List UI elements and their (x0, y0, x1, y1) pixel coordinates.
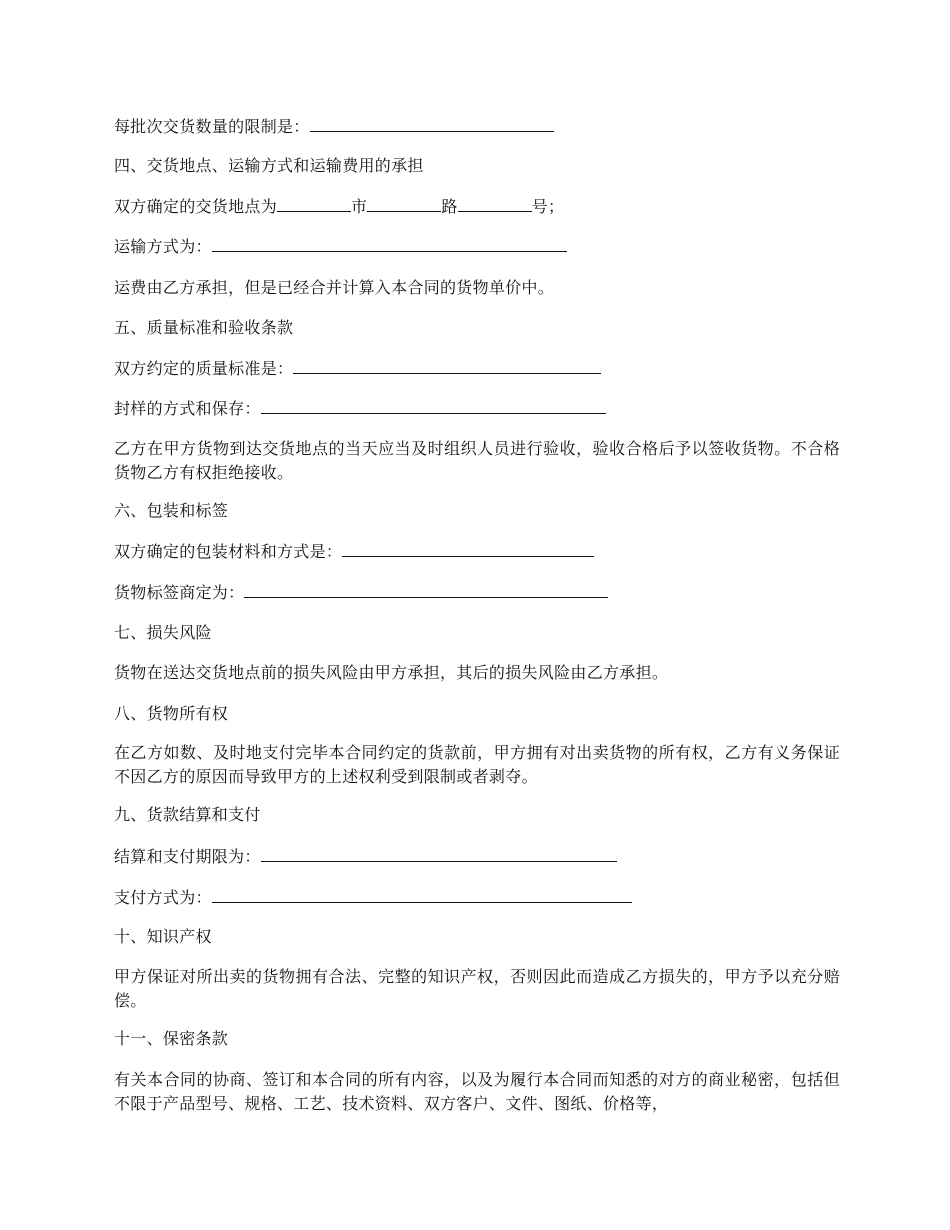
section-heading-9: 九、货款结算和支付 (114, 805, 261, 824)
acceptance-clause: 乙方在甲方货物到达交货地点的当天应当及时组织人员进行验收，验收合格后予以签收货物。不合格货物乙方有权拒绝接收。 (114, 439, 840, 482)
label-line (114, 580, 840, 605)
section-heading-8: 八、货物所有权 (114, 704, 229, 723)
confidentiality-clause: 有关本合同的协商、签订和本合同的所有内容，以及为履行本合同而知悉的对方的商业秘密，包括但不限于产品型号、规格、工艺、技术资料、双方客户、文件、图纸、价格等， (114, 1070, 840, 1113)
field-label: 每批次交货数量的限制是： (114, 117, 310, 136)
sample-sealing-line (114, 396, 840, 421)
field-label: 支付方式为： (114, 888, 212, 907)
payment-method-line (114, 885, 840, 910)
delivery-quantity-limit-line (114, 114, 840, 139)
section-heading-6: 六、包装和标签 (114, 501, 229, 520)
road-label: 路 (441, 197, 458, 216)
field-label: 运输方式为： (114, 237, 212, 256)
settlement-period-line (114, 844, 840, 869)
field-label: 双方确定的包装材料和方式是： (114, 542, 343, 561)
field-label: 货物标签商定为： (114, 583, 245, 602)
section-heading-4: 四、交货地点、运输方式和运输费用的承担 (114, 156, 424, 175)
field-label: 双方确定的交货地点为 (114, 197, 278, 216)
number-blank (458, 194, 532, 212)
ownership-clause: 在乙方如数、及时地支付完毕本合同约定的货款前，甲方拥有对出卖货物的所有权，乙方有义务保证不因乙方的原因而导致甲方的上述权利受到限制或者剥夺。 (114, 743, 840, 786)
freight-clause: 运费由乙方承担，但是已经合并计算入本合同的货物单价中。 (114, 278, 555, 297)
field-label: 封样的方式和保存： (114, 399, 261, 418)
field-label: 结算和支付期限为： (114, 847, 261, 866)
quality-standard-line (114, 356, 840, 381)
city-blank (277, 194, 351, 212)
fill-in-blank (293, 356, 601, 374)
fill-in-blank (261, 396, 606, 414)
loss-risk-clause: 货物在送达交货地点前的损失风险由甲方承担，其后的损失风险由乙方承担。 (114, 663, 669, 682)
transport-method-line (114, 234, 840, 259)
packaging-line (114, 539, 840, 564)
field-label: 双方约定的质量标准是： (114, 359, 294, 378)
section-heading-5: 五、质量标准和验收条款 (114, 318, 294, 337)
fill-in-blank (212, 234, 567, 252)
city-label: 市 (351, 197, 368, 216)
fill-in-blank (212, 885, 632, 903)
section-heading-7: 七、损失风险 (114, 623, 212, 642)
fill-in-blank (244, 580, 608, 598)
road-blank (367, 194, 441, 212)
delivery-location-line (114, 194, 840, 219)
fill-in-blank (261, 844, 617, 862)
fill-in-blank (342, 539, 594, 557)
number-label: 号； (531, 197, 565, 216)
section-heading-10: 十、知识产权 (114, 927, 212, 946)
section-heading-11: 十一、保密条款 (114, 1029, 229, 1048)
ip-clause: 甲方保证对所出卖的货物拥有合法、完整的知识产权，否则因此而造成乙方损失的，甲方予以充分赔偿。 (114, 967, 840, 1010)
fill-in-blank (310, 114, 554, 132)
